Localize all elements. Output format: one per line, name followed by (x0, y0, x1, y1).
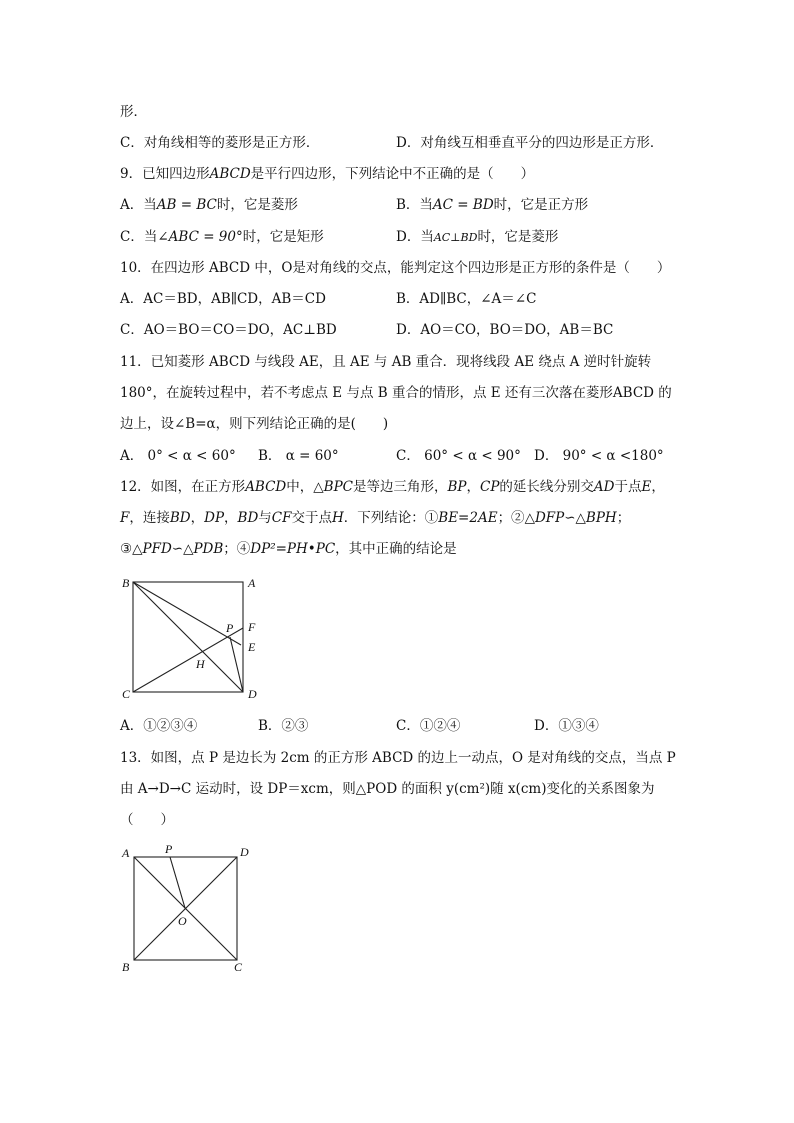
label-e: E (248, 640, 256, 654)
q12-option-a: A．①②③④ (120, 718, 198, 734)
q9-option-d: D．当AC⊥BD时，它是菱形 (396, 229, 559, 245)
q9-option-c: C．当∠ABC = 90°时，它是矩形 (120, 229, 324, 245)
label-a: A (248, 576, 256, 590)
label-p: P (226, 621, 234, 635)
q8-option-d: D．对角线互相垂直平分的四边形是正方形． (396, 135, 664, 151)
q10-option-c: C．AO＝BO＝CO＝DO，AC⊥BD (120, 322, 337, 338)
question-12-line2: F，连接BD，DP，BD与CF交于点H．下列结论：①BE=2AE；②△DFP∽△BPH； (120, 510, 631, 526)
label-p: P (165, 842, 173, 856)
q11-option-c: C． 60° < α < 90° (396, 448, 521, 464)
q9-option-a: A．当AB = BC时，它是菱形 (120, 197, 298, 213)
question-11-line3: 边上，设∠B=α，则下列结论正确的是( ) (120, 416, 389, 432)
question-10: 10．在四边形 ABCD 中，O是对角线的交点，能判定这个四边形是正方形的条件是（ ） (120, 260, 671, 276)
question-11-line2: 180°，在旋转过程中，若不考虑点 E 与点 B 重合的情形，点 E 还有三次落在菱形ABCD 的 (120, 385, 672, 401)
label-c: C (122, 687, 131, 701)
label-h: H (196, 657, 205, 671)
question-13-line1: 13．如图，点 P 是边长为 2cm 的正方形 ABCD 的边上一动点，O 是对角线的交点，当点 P (120, 750, 676, 766)
q10-option-a: A．AC＝BD，AB∥CD，AB＝CD (120, 291, 326, 307)
question-9: 9．已知四边形ABCD是平行四边形，下列结论中不正确的是（ ） (120, 166, 535, 182)
question-12-line3: ③△PFD∽△PDB；④DP²=PH•PC，其中正确的结论是 (120, 541, 457, 557)
q12-option-b: B．②③ (258, 718, 309, 734)
q10-option-b: B．AD∥BC，∠A＝∠C (396, 291, 537, 307)
label-c: C (234, 960, 243, 974)
question-11-line1: 11．已知菱形 ABCD 与线段 AE，且 AE 与 AB 重合．现将线段 AE 绕点 A 逆时针旋转 (120, 354, 652, 370)
label-d: D (248, 687, 257, 701)
question-13-line3: （ ） (120, 812, 174, 828)
segment-pd (230, 637, 243, 692)
figure-square-bpc (118, 572, 268, 702)
q11-option-d: D． 90° < α <180° (534, 448, 664, 464)
label-b: B (122, 960, 130, 974)
question-13-line2: 由 A→D→C 运动时，设 DP＝xcm，则△POD 的面积 y(cm²)随 x(cm)变化的关系图象为 (120, 781, 655, 797)
text-line: 形． (120, 104, 147, 120)
question-12-line1: 12．如图，在正方形ABCD中，△BPC是等边三角形，BP，CP的延长线分别交AD于点E， (120, 479, 665, 495)
label-d: D (240, 845, 249, 859)
q12-option-d: D．①③④ (534, 718, 599, 734)
q12-option-c: C．①②④ (396, 718, 461, 734)
label-b: B (122, 576, 130, 590)
label-f: F (248, 620, 256, 634)
label-o: O (178, 914, 187, 928)
label-a: A (122, 846, 130, 860)
q11-option-b: B． α = 60° (258, 448, 339, 464)
q9-option-b: B．当AC = BD时，它是正方形 (396, 197, 589, 213)
figure-square-pod (118, 840, 258, 975)
q11-option-a: A． 0° < α < 60° (120, 448, 236, 464)
q8-option-c: C．对角线相等的菱形是正方形． (120, 135, 320, 151)
q10-option-d: D．AO＝CO，BO＝DO，AB＝BC (396, 322, 614, 338)
